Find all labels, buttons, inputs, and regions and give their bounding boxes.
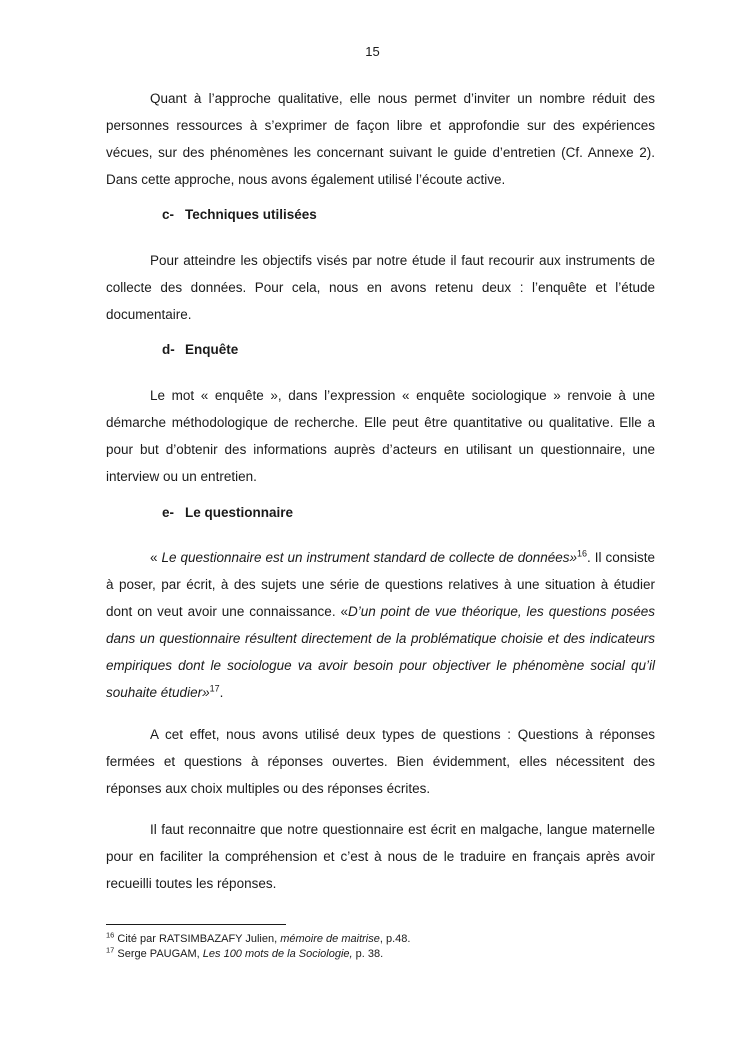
heading-marker: d- [162,342,175,357]
questionnaire-text: . Il consiste à poser, par écrit, à des sujets une série de questions relatives à une situation à étudier dont on veut avoir une connaissance. « [106,550,656,619]
footnote-text: Serge PAUGAM, [114,948,203,960]
footnote-number: 17 [106,945,115,955]
paragraph-qualitative-approach: Quant à l’approche qualitative, elle nous permet d’inviter un nombre réduit des personnes ressources à s’exprimer de façon libre et approfondie sur des expériences vécues, sur des phénomènes les concernant suivant le guide d’entretien (Cf. Annexe 2). Dans cette approche, nous avons également utilisé l’écoute active. [106,91,655,187]
paragraph-malagasy-language: Il faut reconnaitre que notre questionnaire est écrit en malgache, langue maternelle pour en faciliter la compréhension et c’est à nous de le traduire en français après avoir recueilli toutes les réponses. [106,822,655,891]
footnote-17 [106,947,383,961]
heading-marker: e- [162,505,175,520]
quote-open: « [150,550,162,565]
footnote-16 [106,932,410,946]
footnote-ref-17: 17 [209,683,220,694]
footnote-text: Cité par RATSIMBAZAFY Julien, [114,933,281,945]
quote-standard-instrument: Le questionnaire est un instrument standard de collecte de données» [161,550,578,565]
footnote-title: mémoire de maitrise [280,933,380,945]
footnote-number: 16 [106,930,115,940]
footnote-separator [106,924,286,925]
heading-questionnaire [162,505,293,520]
page-number: 15 [365,44,380,59]
heading-text: Enquête [185,342,239,357]
heading-techniques [162,207,317,222]
heading-text: Techniques utilisées [185,207,317,222]
sentence-end: . [219,685,224,700]
heading-marker: c- [162,207,175,222]
footnote-page: p. 38. [352,948,384,960]
footnote-ref-16: 16 [577,548,588,559]
quote-theoretical: D’un point de vue théorique, les questions posées dans un questionnaire résultent directement de la problématique choisie et des indicateurs empiriques dont le sociologue va avoir besoin pour objectiver le phénomène social qu’il souhaite étudier» [106,604,655,700]
footnote-title: Les 100 mots de la Sociologie, [202,948,353,960]
footnote-page: , p.48. [379,933,411,945]
paragraph-enquete-definition: Le mot « enquête », dans l’expression « enquête sociologique » renvoie à une démarche méthodologique de recherche. Elle peut être quantitative ou qualitative. Elle a pour but d’obtenir des informations auprès d’acteurs en utilisant un questionnaire, une interview ou un entretien. [106,388,655,484]
heading-text: Le questionnaire [185,505,294,520]
paragraph-question-types: A cet effet, nous avons utilisé deux types de questions : Questions à réponses fermées et questions à réponses ouvertes. Bien évidemment, elles nécessitent des réponses aux choix multiples ou des réponses écrites. [106,727,655,796]
paragraph-questionnaire-definition [106,544,655,706]
paragraph-instruments: Pour atteindre les objectifs visés par notre étude il faut recourir aux instruments de collecte des données. Pour cela, nous en avons retenu deux : l’enquête et l’étude documentaire. [106,253,655,322]
heading-enquete [162,342,238,357]
